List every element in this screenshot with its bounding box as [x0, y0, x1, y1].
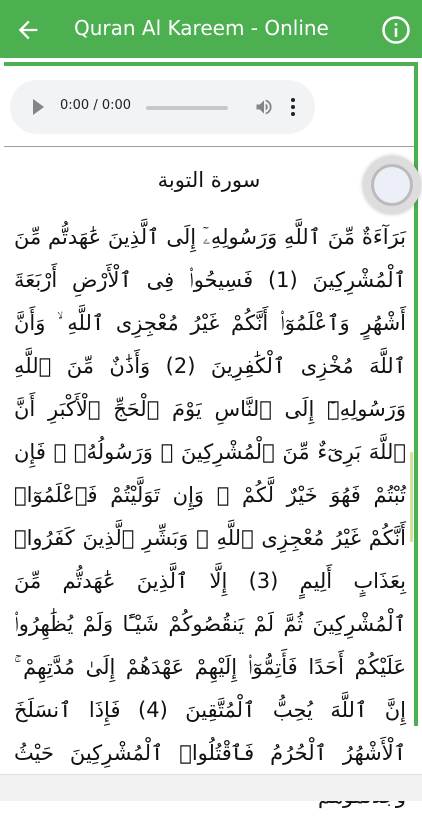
- app-bar: [0, 0, 422, 58]
- info-button[interactable]: [378, 12, 414, 48]
- audio-progress-bar[interactable]: [146, 106, 228, 110]
- audio-time: 0:00 / 0:00: [60, 98, 132, 113]
- arrow-back-icon: [14, 16, 42, 44]
- bookmark-circle-icon: [371, 164, 413, 206]
- scrollbar[interactable]: [410, 452, 413, 542]
- play-icon[interactable]: [33, 99, 44, 115]
- volume-button[interactable]: [254, 97, 274, 117]
- volume-icon: [254, 97, 274, 117]
- back-button[interactable]: [10, 12, 46, 48]
- more-options-button[interactable]: [287, 96, 299, 118]
- floating-action-button[interactable]: [363, 156, 421, 214]
- surah-text: بَرَآءَةٌ مِّنَ ٱللَّهِ وَرَسُولِهِۦٓ إِلَى ٱلَّذِينَ عَٰهَدتُّم مِّنَ ٱلْمُشْرِكِينَ (1) فَسِيحُوا۟ فِى ٱلْأَرْضِ أَرْبَعَةَ أَشْهُرٍ وَٱعْلَمُوٓا۟ أَنَّكُمْ غَيْرُ مُعْجِزِى ٱللَّهِ ۙ وَأَنَّ ٱللَّهَ مُخْزِى ٱلْكَٰفِرِينَ (2) وَأَذَٰنٌ مِّنَ ٱللَّهِ وَرَسُولِهِۦٓ إِلَى ٱلنَّاسِ يَوْمَ ٱلْحَجِّ ٱلْأَكْبَرِ أَنَّ ٱللَّهَ بَرِىٓءٌ مِّنَ ٱلْمُشْرِكِينَ ۙ وَرَسُولُهُۥ ۚ فَإِن تُبْتُمْ فَهُوَ خَيْرٌ لَّكُمْ ۖ وَإِن تَوَلَّيْتُمْ فَٱعْلَمُوٓا۟ أَنَّكُمْ غَيْرُ مُعْجِزِى ٱللَّهِ ۗ وَبَشِّرِ ٱلَّذِينَ كَفَرُوا۟ بِعَذَابٍ أَلِيمٍ (3) إِلَّا ٱلَّذِينَ عَٰهَدتُّم مِّنَ ٱلْمُشْرِكِينَ ثُمَّ لَمْ يَنقُصُوكُمْ شَيْـًٔا وَلَمْ يُظَٰهِرُوا۟ عَلَيْكُمْ أَحَدًا فَأَتِمُّوٓا۟ إِلَيْهِمْ عَهْدَهُمْ إِلَىٰ مُدَّتِهِمْ ۚ إِنَّ ٱللَّهَ يُحِبُّ ٱلْمُتَّقِينَ (4) فَإِذَا ٱنسَلَخَ ٱلْأَشْهُرُ ٱلْحُرُمُ فَٱقْتُلُوا۟ ٱلْمُشْرِكِينَ حَيْثُ: [14, 225, 407, 765]
- more-vert-icon: [287, 96, 299, 118]
- surah-title: سورة التوبة: [157, 168, 261, 192]
- divider: [4, 146, 414, 147]
- surah-content[interactable]: [4, 62, 418, 765]
- app-title: Quran Al Kareem - Online: [74, 16, 329, 40]
- bottom-bar: [0, 774, 422, 801]
- info-icon: [381, 15, 411, 45]
- audio-player: [10, 80, 315, 134]
